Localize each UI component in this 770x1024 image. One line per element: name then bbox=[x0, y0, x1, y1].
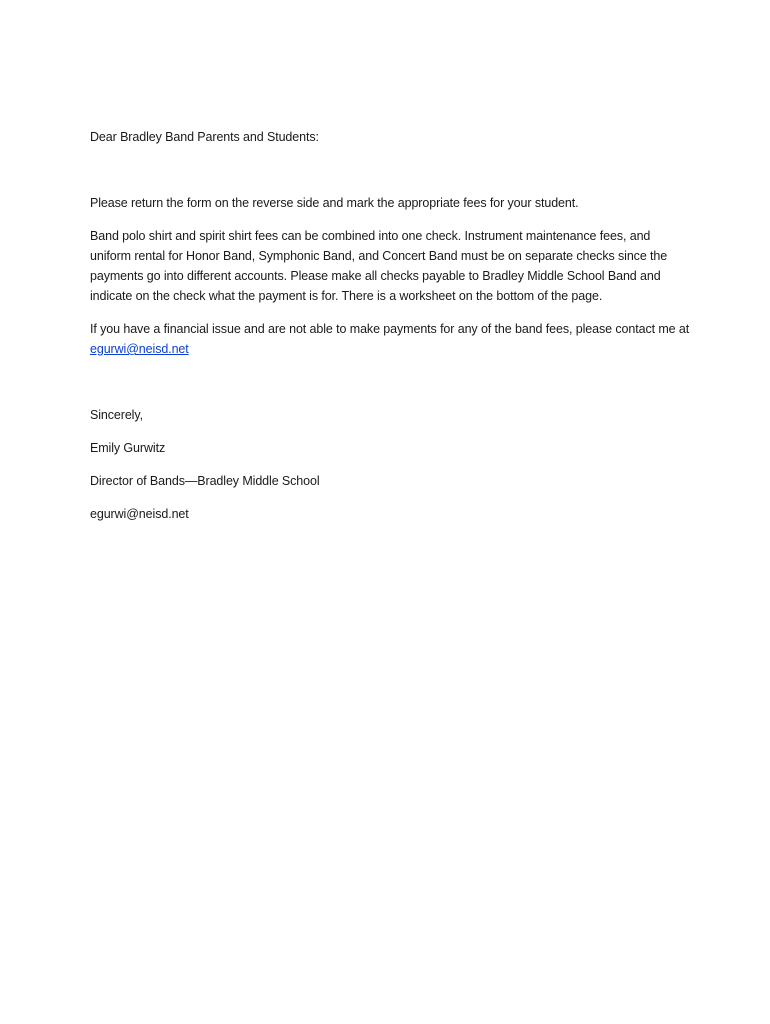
salutation: Dear Bradley Band Parents and Students: bbox=[90, 130, 319, 144]
financial-issue-text: If you have a financial issue and are not able to make payments for any of the band fees, please contact me at bbox=[90, 322, 690, 336]
signer-title: Director of Bands—Bradley Middle School bbox=[90, 474, 320, 488]
contact-email-link[interactable]: egurwi@neisd.net bbox=[90, 342, 189, 356]
signer-email: egurwi@neisd.net bbox=[90, 507, 189, 521]
paragraph-return-form: Please return the form on the reverse side and mark the appropriate fees for your student. bbox=[90, 196, 579, 210]
letter-body bbox=[90, 127, 690, 524]
signer-name: Emily Gurwitz bbox=[90, 441, 166, 455]
closing: Sincerely, bbox=[90, 408, 143, 422]
paragraph-payment-instructions: Band polo shirt and spirit shirt fees can be combined into one check. Instrument maintenance fees, and uniform rental for Honor Band, Symphonic Band, and Concert Band must be on separate checks since the payments go into different accounts. Please make all checks payable to Bradley Middle School Band and indicate on the check what the payment is for. There is a worksheet on the bottom of the page. bbox=[90, 229, 668, 303]
paragraph-financial-issue bbox=[90, 319, 690, 359]
